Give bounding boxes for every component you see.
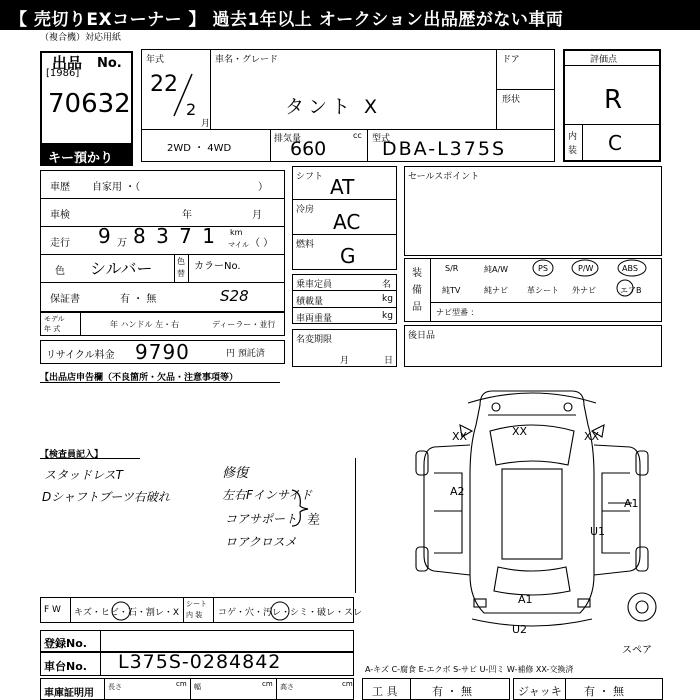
shaken-label: 車検 xyxy=(50,210,70,221)
jack-opts: 有 ・ 無 xyxy=(584,685,624,698)
name-change-month: 月 xyxy=(340,356,350,366)
mileage-label: 走行 xyxy=(50,238,70,249)
seat-items: コゲ・穴・汚レ・シミ・破レ・スレ xyxy=(218,608,363,618)
fuel-label: 燃料 xyxy=(296,240,315,250)
lot-number: 70632 xyxy=(48,89,131,119)
fuel-value: G xyxy=(340,244,356,268)
chassis-value: L375S-0284842 xyxy=(118,651,282,673)
reg-label: 登録No. xyxy=(44,637,87,650)
equip-label-2: 備 xyxy=(412,285,422,296)
warranty-label: 保証書 xyxy=(50,294,80,305)
postday-box xyxy=(404,325,662,367)
equip-label-3: 品 xyxy=(412,302,422,313)
equip-circles xyxy=(520,256,660,300)
disp-unit: cc xyxy=(353,131,362,140)
mileage-unit-mile: マイル xyxy=(228,241,249,249)
storage-label: 車庫証明用 xyxy=(44,688,94,699)
disp-label: 排気量 xyxy=(274,134,302,144)
equip-tv: 純TV xyxy=(442,286,461,295)
equip-aw: 純A/W xyxy=(484,265,509,274)
mark-a1-rear: A1 xyxy=(518,593,533,606)
equip-abs: ABS xyxy=(622,264,638,273)
hw-note-lower: ロアクロスメ xyxy=(225,535,297,549)
car-diagram xyxy=(412,385,677,637)
storage-width-unit: cm xyxy=(262,680,273,688)
weight-label: 車両重量 xyxy=(296,314,333,324)
reg-box xyxy=(40,630,354,652)
storage-length-unit: cm xyxy=(176,680,187,688)
year-label: 年式 xyxy=(146,55,165,65)
shaken-year: 年 xyxy=(182,210,192,221)
mark-u2: U2 xyxy=(512,623,528,636)
name-change-day: 日 xyxy=(384,356,394,366)
recycle-label: リサイクル料金 xyxy=(46,350,115,361)
model-year-label-2: 年 式 xyxy=(44,325,61,333)
damage-legend: A-キズ C-腐食 E-エクボ S-サビ U-凹ミ W-補修 XX-交換済 xyxy=(365,665,574,674)
naisou-value: C xyxy=(608,131,622,155)
load-label: 積載量 xyxy=(296,297,324,307)
shift-label: シフト xyxy=(296,172,324,182)
navi-model-label: ナビ型番 ： xyxy=(436,308,479,317)
load-unit: kg xyxy=(382,294,393,304)
form-subtitle: （複合機）対応用紙 xyxy=(40,33,122,43)
mileage-unit-km: km xyxy=(230,228,243,237)
ac-label: 冷房 xyxy=(296,205,315,215)
storage-height: 高さ xyxy=(280,683,294,691)
storage-length: 長さ xyxy=(108,683,122,691)
fw-label: F W xyxy=(44,605,61,615)
name-value: タント X xyxy=(285,96,382,118)
hw-note-repair: 修復 xyxy=(222,466,249,481)
exhibitor-notes-title: 【出品店申告欄（不良箇所・欠品・注意事項等） xyxy=(40,373,239,383)
storage-width: 幅 xyxy=(194,683,201,691)
dealer-label: ディーラー・並行 xyxy=(212,320,276,329)
model-year-label-1: モデル xyxy=(44,315,65,323)
shaken-month: 月 xyxy=(252,210,262,221)
handle-label: 年 ハンドル 左・右 xyxy=(110,320,180,329)
mark-xx-front: XX xyxy=(512,425,528,438)
drive-label: 2WD ・ 4WD xyxy=(167,143,232,154)
equip-navi: 純ナビ xyxy=(484,286,508,295)
history-label: 車歴 xyxy=(50,182,70,193)
color-value: シルバー xyxy=(90,259,153,278)
recycle-unit: 円 預託済 xyxy=(226,349,265,359)
naisou-label-1: 内 xyxy=(568,132,578,142)
lot-small-number: [1986] xyxy=(46,68,80,79)
seat-label-2: 内 装 xyxy=(186,611,203,619)
hw-note-sa: 差 xyxy=(307,513,321,528)
warranty-opts: 有 ・ 無 xyxy=(120,294,157,305)
month-label: 月 xyxy=(201,119,211,129)
score-label: 評価点 xyxy=(590,55,618,65)
fw-circles xyxy=(110,597,300,623)
color-change-1: 色 xyxy=(177,257,185,266)
hw-note-coresupport: コアサポート xyxy=(225,512,298,526)
equip-ps: PS xyxy=(538,264,548,273)
color-no-label: カラーNo. xyxy=(194,261,241,272)
door-label: ドア xyxy=(502,55,520,65)
month-value: 2 xyxy=(186,100,197,119)
equip-label-1: 装 xyxy=(412,268,422,279)
equip-sr: S/R xyxy=(445,264,459,273)
mileage-man-value: 9 xyxy=(98,224,111,248)
tools-label: 工 具 xyxy=(372,685,398,698)
equip-airbag: エアB xyxy=(620,286,642,295)
mark-u1: U1 xyxy=(590,525,606,538)
spare-label: スペア xyxy=(622,645,652,656)
mark-a2: A2 xyxy=(450,485,465,498)
equip-ext-navi: 外ナビ xyxy=(572,286,596,295)
seat-label-1: シート xyxy=(186,600,207,608)
mileage-man-label: 万 xyxy=(117,238,127,249)
banner-title: 【 売切りEXコーナー 】 過去1年以上 オークション出品歴がない車両 xyxy=(10,10,564,30)
lot-shutsu-label: 出品 xyxy=(52,54,83,72)
hw-note-inside: 左右Fインサイド xyxy=(222,488,313,502)
equip-pw: P/W xyxy=(578,264,594,273)
color-no-value: S28 xyxy=(220,287,249,305)
name-label: 車名・グレード xyxy=(215,55,279,65)
inspector-notes-title: 【検査員記入】 xyxy=(40,450,104,460)
key-label: キー預かり xyxy=(48,151,114,166)
capacity-label: 乗車定員 xyxy=(296,280,333,290)
disp-value: 660 xyxy=(290,138,327,160)
model-label: 型式 xyxy=(372,134,391,144)
shift-value: AT xyxy=(330,175,355,199)
tools-opts: 有 ・ 無 xyxy=(432,685,472,698)
mark-a1-right: A1 xyxy=(624,497,639,510)
weight-unit: kg xyxy=(382,311,393,321)
history-opts: 自家用 ・（ xyxy=(92,182,141,193)
model-value: DBA-L375S xyxy=(382,138,507,160)
mileage-paren: （ ） xyxy=(250,238,274,249)
year-value: 22 xyxy=(150,72,178,97)
shape-label: 形状 xyxy=(502,95,521,105)
sales-point-label: セールスポイント xyxy=(408,172,480,182)
recycle-value: 9790 xyxy=(135,340,190,364)
ac-value: AC xyxy=(333,210,361,234)
color-label: 色 xyxy=(55,266,65,277)
hw-note-studless: スタッドレスT xyxy=(44,468,123,482)
postday-label: 後日品 xyxy=(408,331,436,341)
name-change-label: 名変期限 xyxy=(296,335,333,345)
chassis-label: 車台No. xyxy=(44,660,87,673)
fw-items: キズ・ヒビ・石・割レ・X xyxy=(74,608,179,618)
mileage-digits: 8 3 7 1 xyxy=(133,224,217,248)
naisou-label-2: 装 xyxy=(568,146,578,156)
hw-note-dshaft: Dシャフトブーツ右破れ xyxy=(42,490,170,504)
score-value: R xyxy=(604,85,623,115)
mark-xx-right: XX xyxy=(584,430,600,443)
jack-label: ジャッキ xyxy=(518,685,562,698)
mark-xx-left: XX xyxy=(452,430,468,443)
capacity-unit: 名 xyxy=(382,280,392,290)
history-close: ） xyxy=(258,182,268,193)
storage-height-unit: cm xyxy=(342,680,353,688)
lot-no-label: No. xyxy=(97,56,122,71)
equip-leather: 革シート xyxy=(527,286,559,295)
color-change-2: 替 xyxy=(177,269,185,278)
